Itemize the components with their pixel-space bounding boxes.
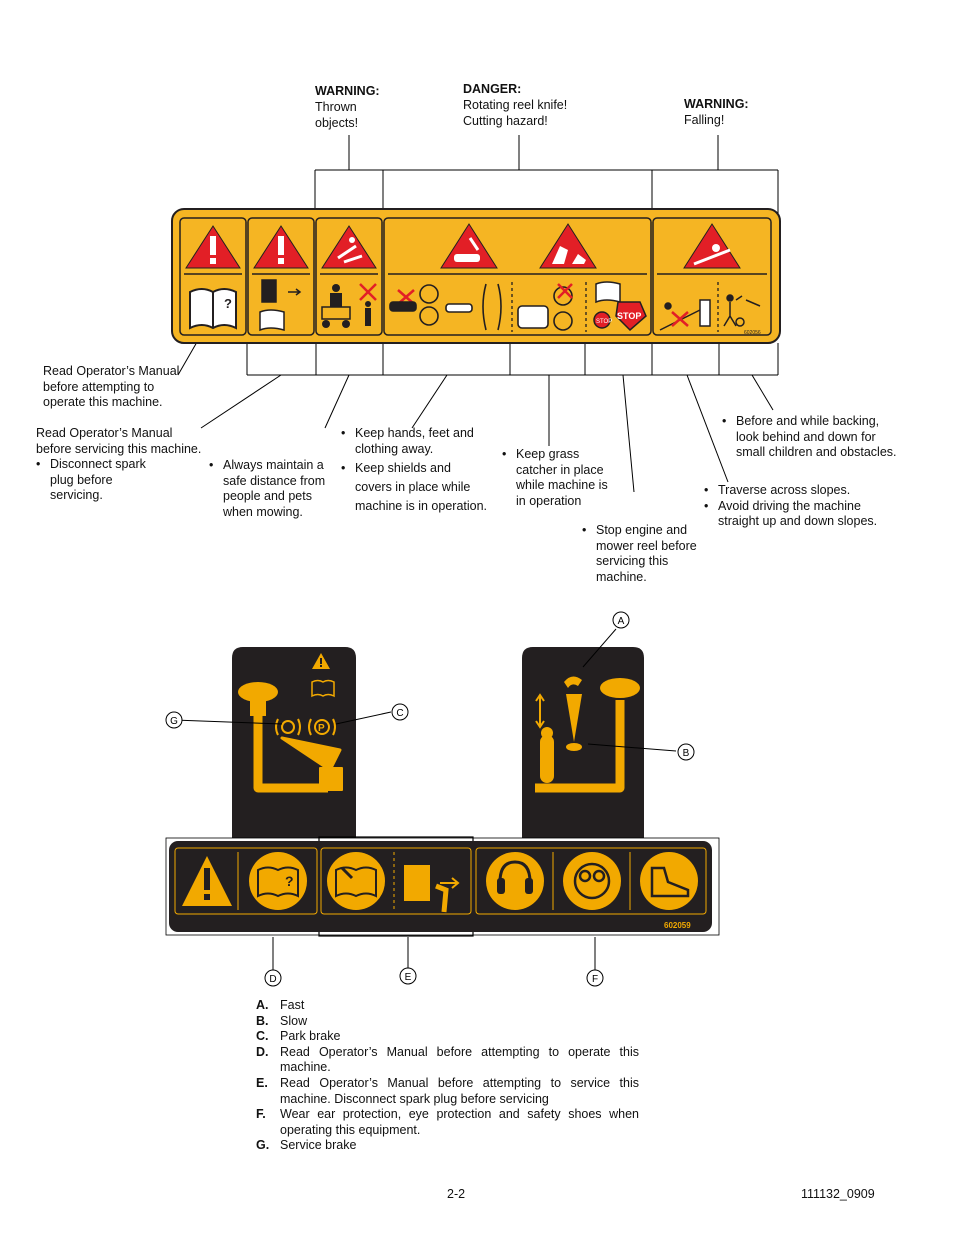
callout-letter-a: A: [617, 616, 625, 627]
page-number: 2-2: [447, 1187, 466, 1201]
legend-item: B. Slow: [256, 1013, 308, 1028]
legend-item: D. Read Operator’s Manual before attempting to operate this machine.: [256, 1044, 639, 1075]
callout-read-manual-service: Read Operator’s Manual before servicing this machine.: [36, 426, 202, 456]
callout-stop-engine: • Stop engine and mower reel before servicing this machine.: [582, 523, 700, 585]
callout-letter-c: C: [396, 708, 404, 719]
callout-read-manual-operate: Read Operator’s Manual before attempting to operate this machine.: [43, 364, 180, 409]
callout-letter-b: B: [682, 748, 690, 759]
warning-thrown-objects-label: WARNING: Thrown objects!: [315, 84, 380, 130]
letter-callouts: [0, 600, 954, 1000]
legend-item: E. Read Operator’s Manual before attempting to service this machine. Disconnect spark plug before servicing: [256, 1075, 639, 1106]
legend-item: C. Park brake: [256, 1029, 341, 1044]
document-number: 111132_0909: [801, 1187, 875, 1201]
callout-keep-hands-away: • Keep hands, feet and clothing away.: [341, 426, 491, 457]
svg-text:STOP: STOP: [617, 311, 642, 321]
callout-letter-e: E: [404, 972, 412, 983]
legend-item: G. Service brake: [256, 1138, 357, 1153]
legend-item: A. Fast: [256, 998, 305, 1012]
callout-avoid-driving: • Avoid driving the machine straight up and down slopes.: [704, 499, 884, 530]
operator-manual-icon: [190, 289, 236, 328]
svg-text:STOP: STOP: [596, 319, 613, 325]
callout-disconnect-spark-plug: • Disconnect spark plug before servicing.: [36, 457, 166, 504]
decal-legend: [256, 998, 639, 1154]
callout-letter-d: D: [269, 974, 277, 985]
callout-letter-g: G: [170, 716, 178, 727]
svg-text:?: ?: [285, 873, 294, 889]
legend-item: F. Wear ear protection, eye protection and safety shoes when operating this equipment.: [256, 1107, 639, 1137]
callout-safe-distance: • Always maintain a safe distance from people and pets when mowing.: [209, 458, 334, 520]
callout-letter-f: F: [591, 974, 599, 985]
decal1-part-number: 602056: [744, 330, 761, 336]
callout-backing: • Before and while backing, look behind and down for small children and obstacles.: [722, 414, 902, 461]
svg-text:P: P: [318, 723, 325, 734]
callout-grass-catcher: • Keep grass catcher in place while machine is in operation: [502, 447, 612, 509]
warning-falling-label: WARNING: Falling!: [684, 97, 749, 127]
callout-slopes: [704, 483, 884, 530]
danger-reel-knife-label: DANGER: Rotating reel knife! Cutting hazard!: [463, 82, 568, 128]
callout-traverse: • Traverse across slopes.: [704, 483, 884, 499]
callout-keep-shields: • Keep shields and covers in place while machine is in operation.: [341, 459, 491, 516]
svg-text:?: ?: [224, 296, 232, 311]
decal2-part-number: 602059: [664, 921, 691, 930]
